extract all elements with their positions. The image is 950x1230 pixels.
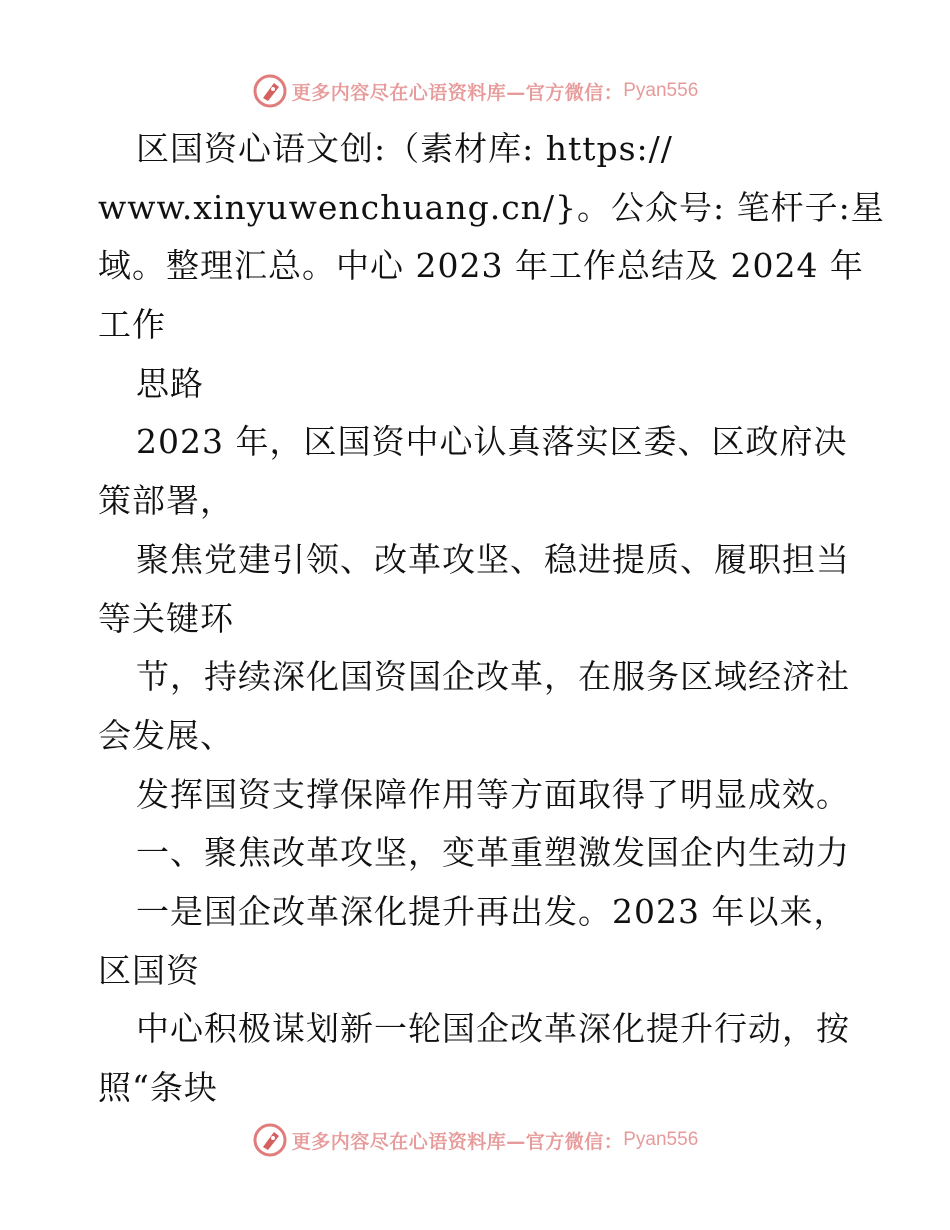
text-line: 一、聚焦改革攻坚，变革重塑激发国企内生动力: [136, 833, 850, 873]
text-line: 2023 年，区国资中心认真落实区委、区政府决: [136, 422, 848, 462]
watermark-banner-top: [0, 71, 950, 111]
text-line: 思路: [136, 363, 204, 403]
watermark-wechat-id: Pyan556: [623, 1129, 699, 1150]
text-line: 发挥国资支撑保障作用等方面取得了明显成效。: [136, 774, 850, 814]
text-line: 等关键环: [98, 598, 234, 638]
pen-nib-circle-icon: [252, 1122, 288, 1158]
text-line: 区国资心语文创:（素材库: https://: [136, 129, 673, 168]
text-line: 照“条块: [98, 1068, 218, 1107]
watermark-banner-bottom: [0, 1120, 950, 1160]
watermark-wechat-id: Pyan556: [623, 80, 699, 101]
text-line: 域。整理汇总。中心 2023 年工作总结及 2024 年: [98, 246, 864, 286]
text-line: 中心积极谋划新一轮国企改革深化提升行动，按: [136, 1009, 850, 1049]
text-line: 会发展、: [98, 715, 234, 755]
text-line: 一是国企改革深化提升再出发。2023 年以来，: [136, 891, 848, 931]
text-line: 工作: [98, 305, 166, 345]
pen-nib-circle-icon: [252, 73, 288, 109]
watermark-text: 更多内容尽在心语资料库—官方微信：: [291, 1130, 624, 1153]
text-line: 区国资: [98, 950, 200, 990]
text-line: www.xinyuwenchuang.cn/}。公众号: 笔杆子:星: [98, 187, 885, 227]
text-line: 聚焦党建引领、改革攻坚、稳进提质、履职担当: [136, 539, 850, 579]
document-body: [98, 120, 885, 1118]
text-line: 策部署，: [98, 481, 234, 521]
watermark-text: 更多内容尽在心语资料库—官方微信：: [291, 81, 624, 104]
text-line: 节，持续深化国资国企改革，在服务区域经济社: [136, 657, 850, 697]
